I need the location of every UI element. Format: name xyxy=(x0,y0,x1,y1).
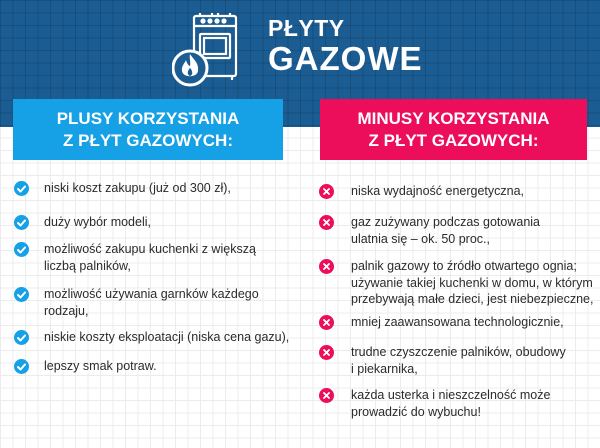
x-circle-icon xyxy=(319,388,334,403)
cons-item-text: każda usterka i nieszczelność może xyxy=(351,388,551,402)
pros-item-text: lepszy smak potraw. xyxy=(44,359,157,373)
pros-heading-line2: Z PŁYT GAZOWYCH: xyxy=(63,130,233,150)
title-line2: GAZOWE xyxy=(268,40,423,77)
cons-list-item xyxy=(318,258,600,308)
pros-item-text: niski koszt zakupu (już od 300 zł), xyxy=(44,181,231,195)
pros-list-item xyxy=(14,180,299,197)
check-circle-icon xyxy=(14,330,29,345)
pros-item-text: możliwość używania garnków każdego xyxy=(44,287,259,301)
x-circle-icon xyxy=(319,315,334,330)
cons-item-text: trudne czyszczenie palników, obudowy xyxy=(351,345,566,359)
pros-item-text: liczbą palników, xyxy=(44,258,131,273)
page-title xyxy=(268,15,422,77)
cons-item-text: ulatnia się – ok. 50 proc., xyxy=(351,231,490,246)
cons-heading-line1: MINUSY KORZYSTANIA xyxy=(357,108,550,128)
gas-stove-flame-icon xyxy=(172,12,252,90)
pros-list-item xyxy=(14,286,299,319)
check-circle-icon xyxy=(14,181,29,196)
cons-item-text: palnik gazowy to źródło otwartego ognia; xyxy=(351,259,577,273)
pros-item-text: niskie koszty eksploatacji (niska cena gazu), xyxy=(44,330,290,344)
pros-item-text: rodzaju, xyxy=(44,303,89,318)
cons-list-item xyxy=(318,344,600,377)
cons-heading-box xyxy=(320,99,587,160)
pros-item-text: duży wybór modeli, xyxy=(44,215,151,229)
cons-item-text: i piekarnika, xyxy=(351,361,418,376)
cons-list-item xyxy=(318,214,600,247)
x-circle-icon xyxy=(319,259,334,274)
x-circle-icon xyxy=(319,184,334,199)
check-circle-icon xyxy=(14,287,29,302)
pros-list-item xyxy=(14,241,299,274)
check-circle-icon xyxy=(14,242,29,257)
pros-list-item xyxy=(14,329,299,346)
cons-list-item xyxy=(318,387,600,420)
title-line1: PŁYTY xyxy=(268,15,345,41)
pros-heading-box xyxy=(13,99,283,160)
cons-list-item xyxy=(318,314,600,331)
cons-heading-line2: Z PŁYT GAZOWYCH: xyxy=(368,130,539,150)
cons-item-text: używanie takiej kuchenki w domu, w którym xyxy=(351,275,593,290)
check-circle-icon xyxy=(14,215,29,230)
check-circle-icon xyxy=(14,359,29,374)
cons-item-text: mniej zaawansowana technologicznie, xyxy=(351,315,564,329)
cons-item-text: niska wydajność energetyczna, xyxy=(351,184,525,198)
pros-item-text: możliwość zakupu kuchenki z większą xyxy=(44,242,256,256)
x-circle-icon xyxy=(319,345,334,360)
pros-heading-line1: PLUSY KORZYSTANIA xyxy=(56,108,240,128)
x-circle-icon xyxy=(319,215,334,230)
pros-list-item xyxy=(14,358,299,375)
pros-list-item xyxy=(14,214,299,231)
cons-list-item xyxy=(318,183,600,200)
cons-item-text: gaz zużywany podczas gotowania xyxy=(351,215,541,229)
cons-item-text: przebywają małe dzieci, jest niebezpieczne, xyxy=(351,292,594,306)
cons-item-text: prowadzić do wybuchu! xyxy=(351,404,481,419)
